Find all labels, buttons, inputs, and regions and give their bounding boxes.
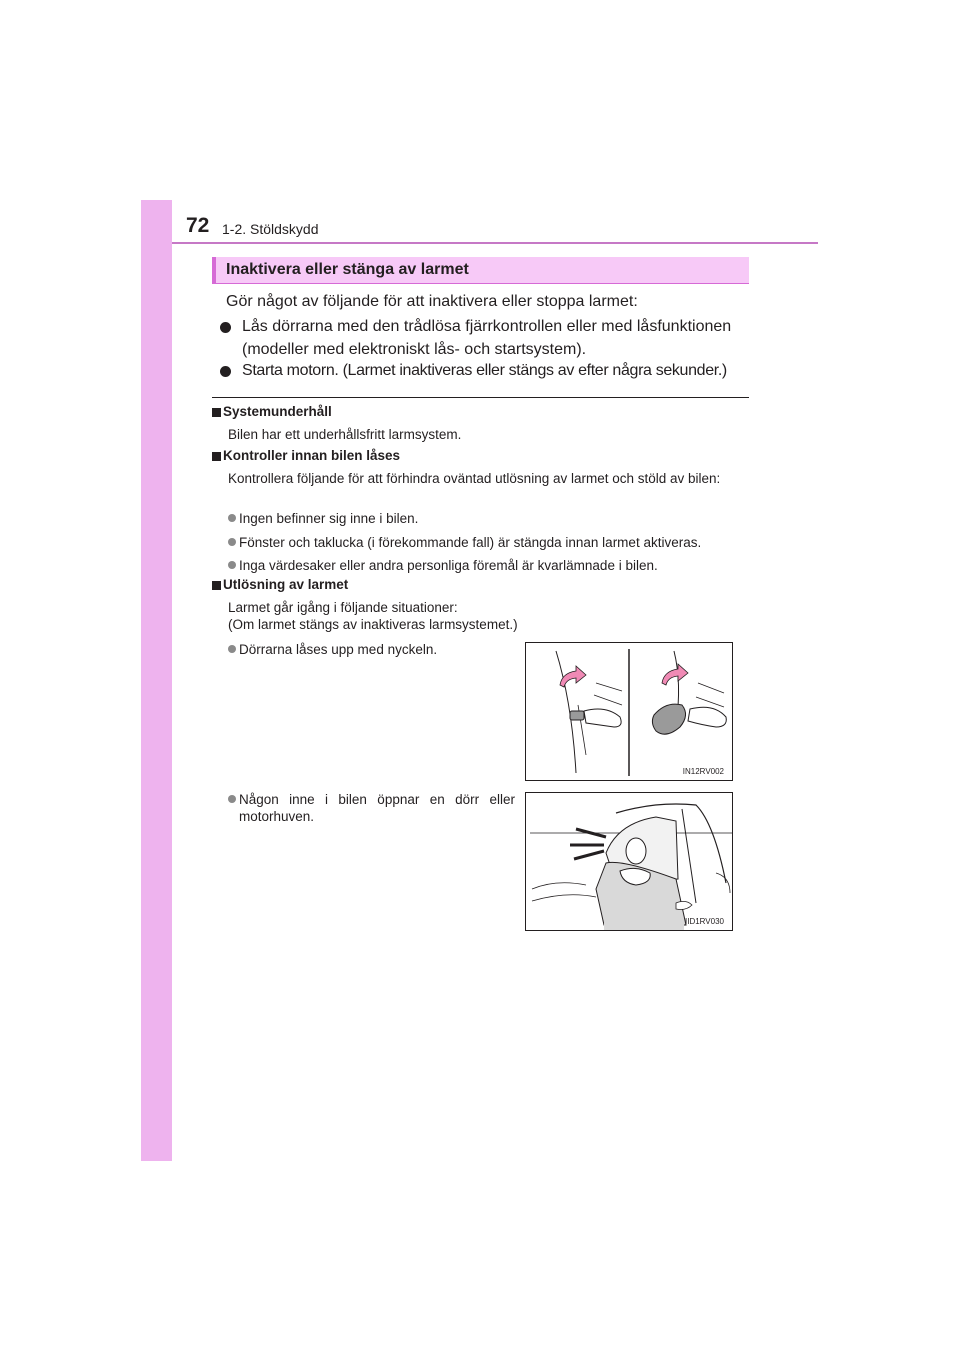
list-dot-icon — [228, 514, 236, 522]
note-title-utlosning: Utlösning av larmet — [223, 577, 349, 592]
list-dot-icon — [228, 561, 236, 569]
notes-divider — [212, 397, 749, 398]
bullet-1-line-1: Lås dörrarna med den trådlösa fjärrkontrollen eller med låsfunktionen — [242, 318, 732, 335]
header-divider — [172, 242, 818, 244]
list-item: Fönster och taklucka (i förekommande fall) är stängda innan larmet aktiveras. — [239, 535, 702, 550]
note-text: Kontrollera följande för att förhindra oväntad utlösning av larmet och stöld av bilen: — [228, 471, 721, 486]
chapter-sidebar-tab — [141, 200, 172, 1161]
key-unlock-illustration — [525, 642, 733, 781]
note-title-kontroller: Kontroller innan bilen låses — [223, 448, 401, 463]
list-dot-icon — [228, 645, 236, 653]
note-title-systemunderhall: Systemunderhåll — [223, 404, 332, 419]
list-item: Någon inne i bilen öppnar en dörr eller motorhuven. — [239, 792, 515, 824]
bullet-icon — [220, 322, 231, 333]
square-bullet-icon — [212, 452, 221, 461]
note-text: Bilen har ett underhållsfritt larmsystem. — [228, 427, 462, 442]
list-item: Dörrarna låses upp med nyckeln. — [239, 642, 438, 657]
key-unlock-door-illustration — [526, 643, 732, 780]
person-opening-door-illustration — [526, 793, 732, 930]
bullet-1-line-2: (modeller med elektroniskt lås- och startsystem). — [242, 341, 587, 358]
page-number: 72 — [186, 214, 210, 237]
chapter-title: 1-2. Stöldskydd — [222, 221, 319, 237]
bullet-2-line-1: Starta motorn. (Larmet inaktiveras eller stängs av efter några sekunder.) — [242, 362, 727, 379]
square-bullet-icon — [212, 581, 221, 590]
square-bullet-icon — [212, 408, 221, 417]
illustration-code: IID1RV030 — [685, 917, 724, 926]
note-text: Larmet går igång i följande situationer: — [228, 600, 458, 615]
list-dot-icon — [228, 795, 236, 803]
list-item: Inga värdesaker eller andra personliga föremål är kvarlämnade i bilen. — [239, 558, 658, 573]
list-dot-icon — [228, 538, 236, 546]
section-header-bar — [212, 257, 749, 284]
illustration-code: IN12RV002 — [682, 767, 724, 776]
section-title: Inaktivera eller stänga av larmet — [226, 261, 469, 278]
bullet-icon — [220, 366, 231, 377]
section-intro: Gör något av följande för att inaktivera eller stoppa larmet: — [226, 293, 638, 310]
note-text: (Om larmet stängs av inaktiveras larmsystemet.) — [228, 617, 518, 632]
list-item: Ingen befinner sig inne i bilen. — [239, 511, 419, 526]
door-open-illustration — [525, 792, 733, 931]
